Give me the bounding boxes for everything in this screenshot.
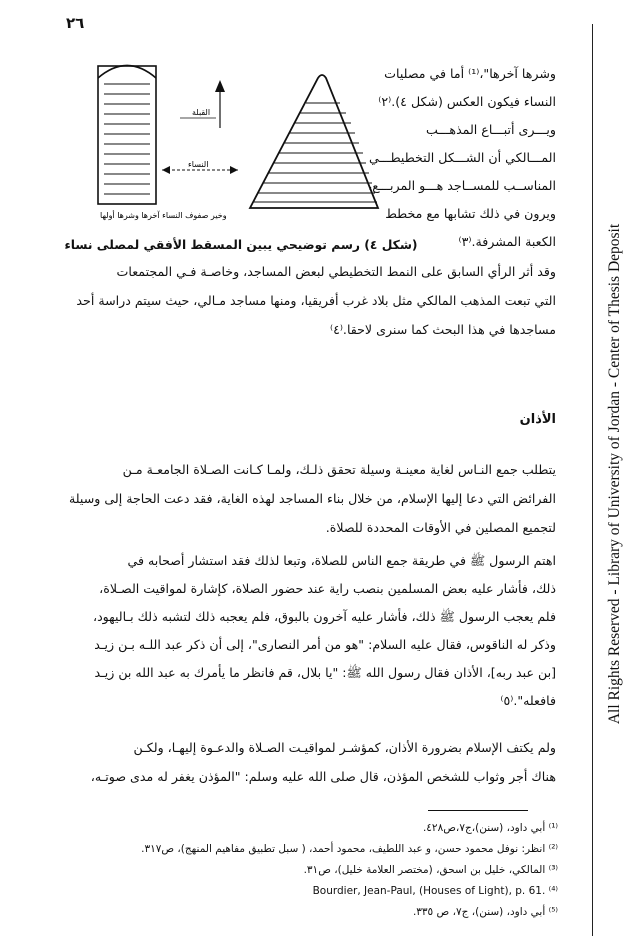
rect-plan xyxy=(98,66,156,205)
paragraph-line: هناك أجر وثواب للشخص المؤذن، قال صلى الله عليه وسلم: "المؤذن يغفر له مدى صوتـه، xyxy=(90,769,556,784)
figure-caption-left: وخير صفوف النساء آخرها وشرها أولها xyxy=(100,211,227,220)
intro-line: ويـــرى أتبـــاع المذهـــب xyxy=(426,122,556,137)
section-heading: الأذان xyxy=(519,412,556,427)
paragraph-line: اهتم الرسول ﷺ في طريقة جمع الناس للصلاة، وتبعا لذلك فقد استشار أصحابه في xyxy=(127,553,556,568)
paragraph-line: التي تبعت المذهب المالكي مثل بلاد غرب أفريقيا، ومنها مساجد مـالي، حيث سيتم دراسة أحد xyxy=(76,293,556,308)
intro-line: المناســب للمســاجد هـــو المربـــع، xyxy=(368,178,556,193)
paragraph-2 xyxy=(69,462,556,552)
intro-line: الكعبة المشرفة.⁽٣⁾ xyxy=(458,234,556,249)
footnotes xyxy=(98,822,558,927)
intro-line: النساء فيكون العكس (شكل ٤).⁽٢⁾ xyxy=(378,94,556,109)
qibla-label: القبلة xyxy=(192,108,211,117)
paragraph-line: لتجميع المصلين في الأوقات المحددة للصلاة. xyxy=(325,520,556,535)
paragraph-line: ولم يكتف الإسلام بضرورة الأذان، كمؤشـر لمواقيـت الصـلاة والدعـوة إليهـا، ولكـن xyxy=(133,740,556,755)
footnote: ⁽³⁾ المالكي، خليل بن اسحق، (مختصر العلامة خليل)، ص٣١. xyxy=(303,864,558,876)
women-label: النساء xyxy=(188,160,209,169)
paragraph-line: الفرائض التي دعا إليها الإسلام، من خلال بناء المساجد لهذه الغاية، فقد دعت الحاجة إلى وسيلة xyxy=(69,491,556,506)
side-stamp xyxy=(593,24,638,924)
side-stamp-text: All Rights Reserved - Library of University of Jordan - Center of Thesis Deposit xyxy=(606,223,623,725)
footnote-rule xyxy=(428,810,528,811)
intro-line: ويرون في ذلك تشابها مع مخطط xyxy=(385,206,556,221)
paragraph-line: فلم يعجب الرسول ﷺ ذلك، فأشار عليه آخرون بالبوق، فلم يعجبه ذلك لتشبه ذلك بـاليهود، xyxy=(93,609,556,624)
paragraph-line: [بن عبد ربه]، الأذان فقال رسول الله ﷺ: "يا بلال، قم فانظر ما يأمرك به عبد الله بن زيـد xyxy=(94,665,556,680)
paragraph-line: مساجدها في هذا البحث كما سنرى لاحقا.⁽٤⁾ xyxy=(329,322,556,337)
paragraph-line: وقد أثر الرأي السابق على النمط التخطيطي لبعض المساجد، وخاصـة فـي المجتمعات xyxy=(116,264,556,279)
paragraph-line: فافعله".⁽٥⁾ xyxy=(500,693,556,708)
page-number: ٢٦ xyxy=(66,14,85,32)
footnote: ⁽⁵⁾ أبي داود، (سنن)، ج٧، ص ٣٣٥. xyxy=(412,906,558,918)
paragraph-4 xyxy=(90,740,556,800)
intro-text xyxy=(368,66,556,249)
paragraph-3 xyxy=(93,553,556,733)
qibla-arrow xyxy=(180,80,225,128)
paragraph-line: وذكر له الناقوس، فقال عليه السلام: "هو من أمر النصارى"، إلى أن ذكر عبد اللـه بـن زيـد xyxy=(94,637,556,652)
paragraph-line: يتطلب جمع النـاس لغاية معينـة وسيلة تحقق ذلـك، ولمـا كـانت الصـلاة الجامعـة مـن xyxy=(122,462,556,477)
intro-line: المـــالكي أن الشـــكل التخطيطـــي xyxy=(369,150,556,165)
triangle-plan xyxy=(250,75,378,208)
footnote: ⁽²⁾ انظر: نوفل محمود حسن، و عبد اللطيف، محمود أحمد، ( سبل تطبيق مفاهيم المنهج)، ص٣١٧. xyxy=(141,843,558,855)
figure-drawing xyxy=(60,48,380,218)
intro-line: وشرها آخرها"،⁽¹⁾ أما في مصليات xyxy=(384,66,556,81)
footnote: ⁽¹⁾ أبي داود، (سنن)،ج٧،ص٤٢٨. xyxy=(422,822,558,834)
paragraph-1 xyxy=(76,264,556,354)
paragraph-line: ذلك، فأشار عليه بعض المسلمين بنصب راية عند حضور الصلاة، كإشارة لمواقيت الصـلاة، xyxy=(99,581,556,596)
figure-caption: (شكل ٤) رسم توضيحي يبين المسقط الأفقي لمصلى نساء xyxy=(64,238,418,252)
footnote: Bourdier, Jean-Paul, (Houses of Light), p. 61. ⁽⁴⁾ xyxy=(312,885,558,897)
